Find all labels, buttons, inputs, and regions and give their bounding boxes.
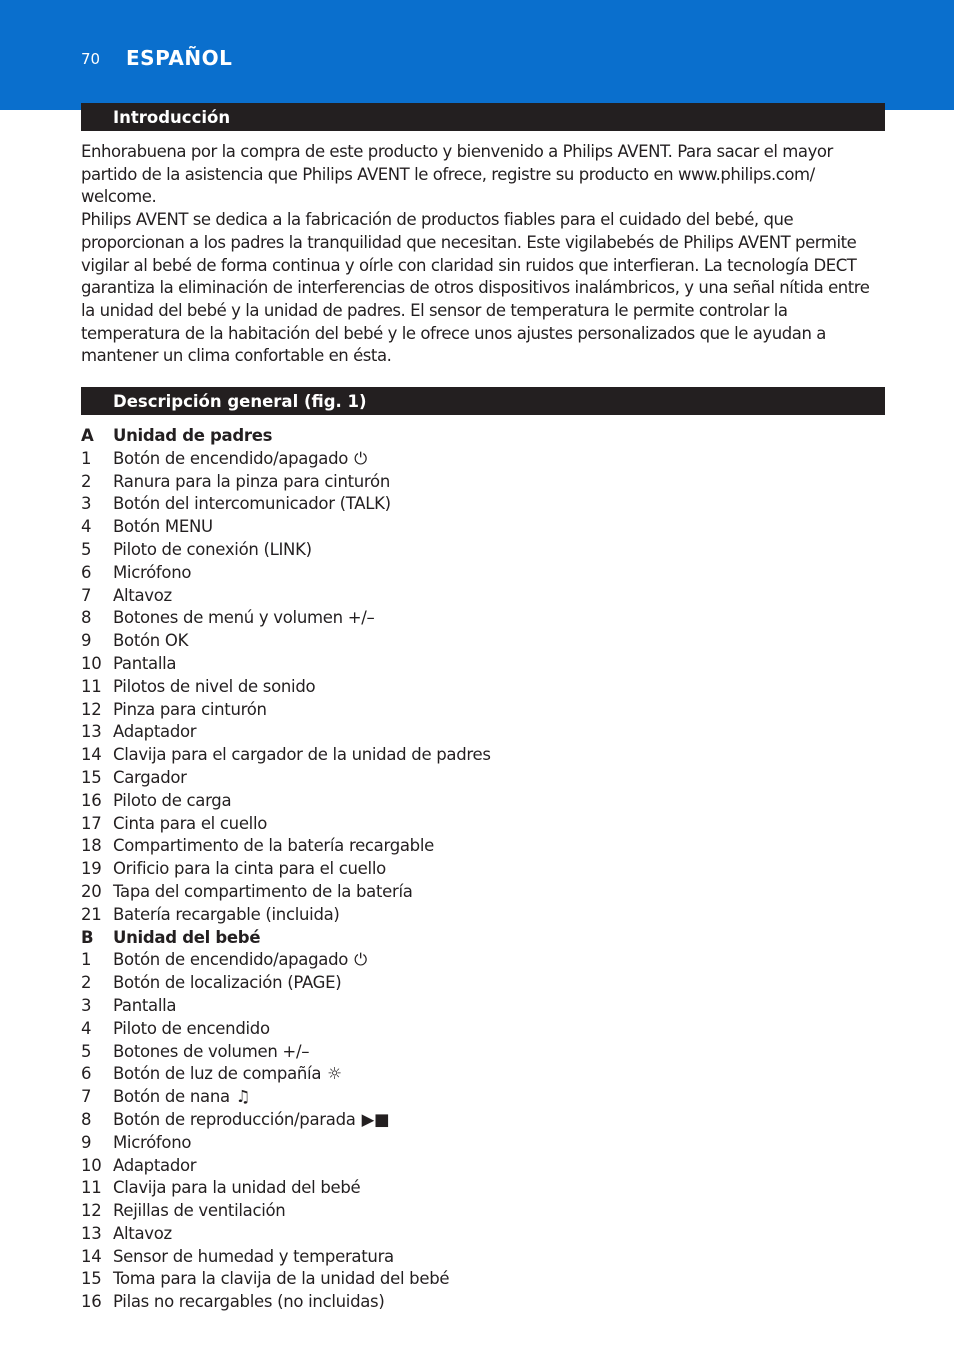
- item-label: Botón de nana: [113, 1087, 230, 1107]
- item-label: Botón de encendido/apagado: [113, 448, 349, 468]
- item-number: 7: [81, 1087, 92, 1107]
- list-item: [81, 1132, 886, 1155]
- item-label: Adaptador: [113, 722, 197, 742]
- group-heading: [81, 927, 886, 950]
- item-number: 1: [81, 448, 92, 468]
- list-item: [81, 1109, 886, 1132]
- item-number: 9: [81, 1132, 92, 1152]
- list-item: [81, 1063, 886, 1086]
- item-number: 8: [81, 608, 92, 628]
- item-number: 3: [81, 995, 92, 1015]
- item-label: Pantalla: [113, 995, 177, 1015]
- group-title: Unidad del bebé: [113, 927, 261, 947]
- item-number: 14: [81, 745, 102, 765]
- item-number: 12: [81, 699, 102, 719]
- section-heading-overview: [81, 387, 885, 415]
- list-item: [81, 1200, 886, 1223]
- section-heading-intro: [81, 103, 885, 131]
- list-item: [81, 471, 886, 494]
- list-item: [81, 813, 886, 836]
- item-number: 6: [81, 1064, 92, 1084]
- item-number: 4: [81, 517, 92, 537]
- item-label: Adaptador: [113, 1155, 197, 1175]
- item-label: Botón de reproducción/parada: [113, 1109, 356, 1129]
- item-label: Piloto de carga: [113, 790, 232, 810]
- item-number: 8: [81, 1109, 92, 1129]
- item-number: 11: [81, 1178, 102, 1198]
- item-number: 4: [81, 1018, 92, 1038]
- list-item: [81, 1041, 886, 1064]
- item-symbol-icon: ⏻: [354, 448, 367, 468]
- list-item: [81, 630, 886, 653]
- item-number: 17: [81, 813, 102, 833]
- list-item: [81, 721, 886, 744]
- item-label: Tapa del compartimento de la batería: [113, 881, 413, 901]
- list-item: [81, 562, 886, 585]
- list-item: [81, 904, 886, 927]
- list-item: [81, 972, 886, 995]
- list-item: [81, 448, 886, 471]
- item-number: 5: [81, 539, 92, 559]
- group-heading: [81, 425, 886, 448]
- item-label: Rejillas de ventilación: [113, 1201, 286, 1221]
- item-label: Pilotos de nivel de sonido: [113, 676, 316, 696]
- list-item: [81, 790, 886, 813]
- item-label: Pilas no recargables (no incluidas): [113, 1292, 385, 1312]
- group-title: Unidad de padres: [113, 426, 273, 445]
- list-item: [81, 1086, 886, 1109]
- item-label: Batería recargable (incluida): [113, 904, 340, 924]
- item-label: Botón de luz de compañía: [113, 1064, 322, 1084]
- item-label: Clavija para la unidad del bebé: [113, 1178, 361, 1198]
- list-item: [81, 835, 886, 858]
- item-label: Botón de localización (PAGE): [113, 973, 342, 993]
- item-label: Botones de menú y volumen +/–: [113, 608, 375, 628]
- list-item: [81, 744, 886, 767]
- intro-paragraph: Enhorabuena por la compra de este producto y bienvenido a Philips AVENT. Para sacar el mayor partido de la asistencia que Philips AVENT le ofrece, registre su producto en www.philips.com/ welcome.: [81, 142, 833, 207]
- item-label: Botón MENU: [113, 517, 213, 537]
- item-label: Pantalla: [113, 653, 177, 673]
- item-label: Piloto de encendido: [113, 1018, 270, 1038]
- list-item: [81, 881, 886, 904]
- item-label: Botones de volumen +/–: [113, 1041, 310, 1061]
- list-item: [81, 1155, 886, 1178]
- item-number: 20: [81, 881, 102, 901]
- item-label: Toma para la clavija de la unidad del bebé: [113, 1269, 450, 1289]
- item-number: 6: [81, 562, 92, 582]
- list-item: [81, 995, 886, 1018]
- list-item: [81, 1018, 886, 1041]
- intro-paragraph: Philips AVENT se dedica a la fabricación de productos fiables para el cuidado del bebé, que proporcionan a los padres la tranquilidad que necesitan. Este vigilabebés de Philips AVENT permite vigilar al bebé de forma continua y oírle con claridad sin ruidos que interfieran. La tecnología DECT garantiza la eliminación de interferencias de otros dispositivos inalámbricos, y una señal nítida entre la unidad del bebé y la unidad de padres. El sensor de temperatura le permite controlar la temperatura de la habitación del bebé y le ofrece unos ajustes personalizados que le ayudan a mantener un clima confortable en ésta.: [81, 210, 870, 366]
- item-number: 21: [81, 904, 102, 924]
- item-symbol-icon: ♫: [235, 1087, 251, 1107]
- item-label: Pinza para cinturón: [113, 699, 267, 719]
- item-number: 9: [81, 631, 92, 651]
- item-label: Orificio para la cinta para el cuello: [113, 859, 386, 879]
- item-number: 10: [81, 653, 102, 673]
- list-item: [81, 1223, 886, 1246]
- item-label: Clavija para el cargador de la unidad de padres: [113, 745, 491, 765]
- item-number: 11: [81, 676, 102, 696]
- item-label: Micrófono: [113, 1132, 192, 1152]
- item-number: 3: [81, 494, 92, 514]
- list-item: [81, 858, 886, 881]
- item-label: Piloto de conexión (LINK): [113, 539, 312, 559]
- item-label: Botón OK: [113, 631, 189, 651]
- item-symbol-icon: ▶■: [361, 1109, 390, 1129]
- list-item: [81, 767, 886, 790]
- list-item: [81, 949, 886, 972]
- list-item: [81, 653, 886, 676]
- item-number: 7: [81, 585, 92, 605]
- item-number: 1: [81, 950, 92, 970]
- item-number: 18: [81, 836, 102, 856]
- item-label: Botón del intercomunicador (TALK): [113, 494, 391, 514]
- item-number: 2: [81, 973, 92, 993]
- item-number: 5: [81, 1041, 92, 1061]
- list-item: [81, 676, 886, 699]
- list-item: [81, 585, 886, 608]
- item-symbol-icon: ⏻: [354, 950, 367, 970]
- group-letter: B: [81, 927, 94, 947]
- item-number: 2: [81, 471, 92, 491]
- item-number: 15: [81, 767, 102, 787]
- list-item: [81, 1246, 886, 1269]
- section-title-overview: Descripción general (fig. 1): [113, 392, 367, 411]
- intro-text: [81, 141, 886, 368]
- list-item: [81, 1177, 886, 1200]
- list-item: [81, 1268, 886, 1291]
- list-item: [81, 493, 886, 516]
- list-item: [81, 539, 886, 562]
- list-item: [81, 516, 886, 539]
- item-label: Cinta para el cuello: [113, 813, 268, 833]
- language-title: ESPAÑOL: [126, 46, 233, 70]
- item-label: Altavoz: [113, 585, 172, 605]
- parts-list: [81, 425, 886, 1314]
- item-symbol-icon: ☼: [327, 1064, 342, 1084]
- item-label: Sensor de humedad y temperatura: [113, 1246, 394, 1266]
- item-number: 10: [81, 1155, 102, 1175]
- page-number: 70: [81, 50, 101, 68]
- item-number: 13: [81, 1223, 102, 1243]
- list-item: [81, 1291, 886, 1314]
- item-label: Compartimento de la batería recargable: [113, 836, 434, 856]
- section-title-intro: Introducción: [113, 108, 231, 127]
- group-letter: A: [81, 426, 94, 445]
- item-number: 14: [81, 1246, 102, 1266]
- list-item: [81, 699, 886, 722]
- item-label: Altavoz: [113, 1223, 172, 1243]
- item-label: Botón de encendido/apagado: [113, 950, 349, 970]
- item-number: 12: [81, 1201, 102, 1221]
- item-label: Micrófono: [113, 562, 192, 582]
- list-item: [81, 607, 886, 630]
- item-number: 16: [81, 790, 102, 810]
- item-number: 15: [81, 1269, 102, 1289]
- item-label: Ranura para la pinza para cinturón: [113, 471, 391, 491]
- item-number: 16: [81, 1292, 102, 1312]
- item-label: Cargador: [113, 767, 187, 787]
- item-number: 13: [81, 722, 102, 742]
- item-number: 19: [81, 859, 102, 879]
